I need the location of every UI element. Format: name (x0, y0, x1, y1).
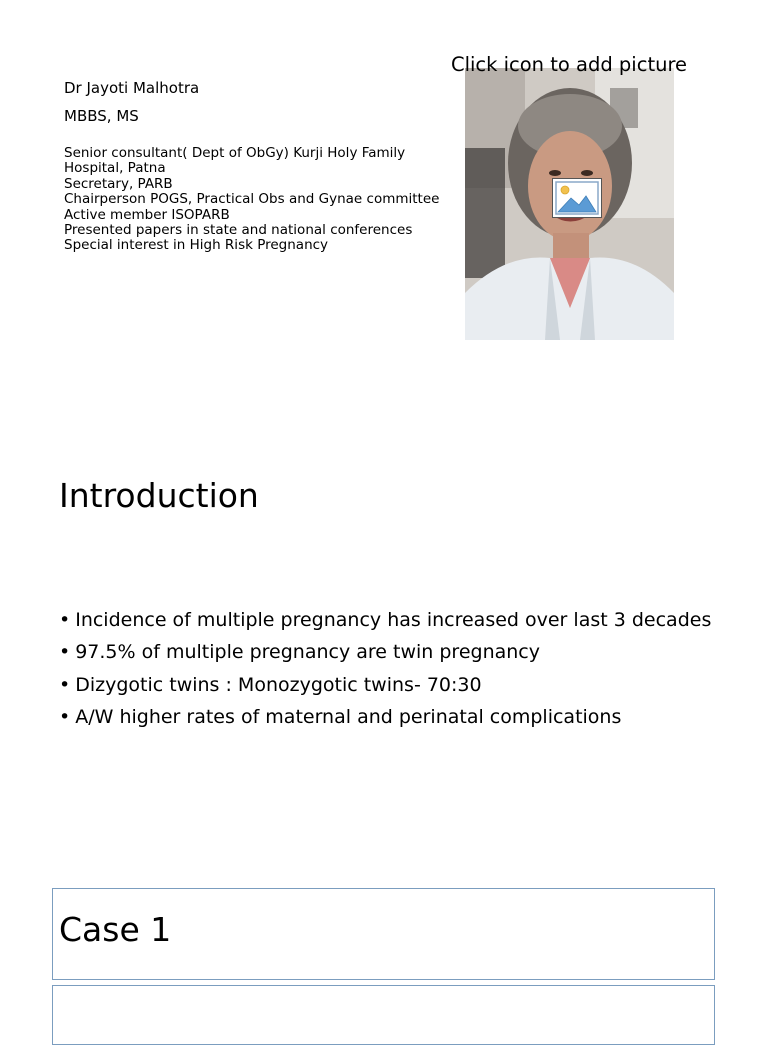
bullet-text: Dizygotic twins : Monozygotic twins- 70:30 (75, 673, 482, 696)
bio-line: Chairperson POGS, Practical Obs and Gynae committee (64, 191, 440, 208)
bio-line: Secretary, PARB (64, 175, 173, 192)
bullet-icon: • (59, 641, 71, 664)
introduction-bullets (59, 604, 739, 733)
image-placeholder-icon[interactable] (552, 178, 602, 218)
author-name: Dr Jayoti Malhotra (64, 79, 200, 97)
bio-line: Special interest in High Risk Pregnancy (64, 237, 329, 254)
bullet-item (59, 604, 739, 636)
case-title: Case 1 (59, 910, 172, 949)
bio-line: Senior consultant( Dept of ObGy) Kurji Holy Family Hospital, Patna (64, 145, 406, 177)
add-picture-hint: Click icon to add picture (450, 53, 688, 76)
bullet-icon: • (59, 673, 71, 696)
introduction-title: Introduction (59, 476, 259, 515)
bullet-icon: • (59, 705, 71, 728)
bio-line: Active member ISOPARB (64, 206, 230, 223)
bullet-icon: • (59, 609, 71, 631)
bullet-text: A/W higher rates of maternal and perinatal complications (75, 705, 622, 728)
bullet-item (59, 701, 739, 733)
author-degree: MBBS, MS (64, 107, 139, 125)
bio-line: Presented papers in state and national conferences (64, 222, 413, 239)
bullet-item (59, 636, 739, 668)
bullet-text: 97.5% of multiple pregnancy are twin pregnancy (75, 641, 540, 664)
case-body-box (52, 985, 715, 1045)
bullet-item (59, 669, 739, 701)
bullet-text: Incidence of multiple pregnancy has increased over last 3 decades (75, 609, 712, 631)
author-bio (64, 146, 444, 254)
